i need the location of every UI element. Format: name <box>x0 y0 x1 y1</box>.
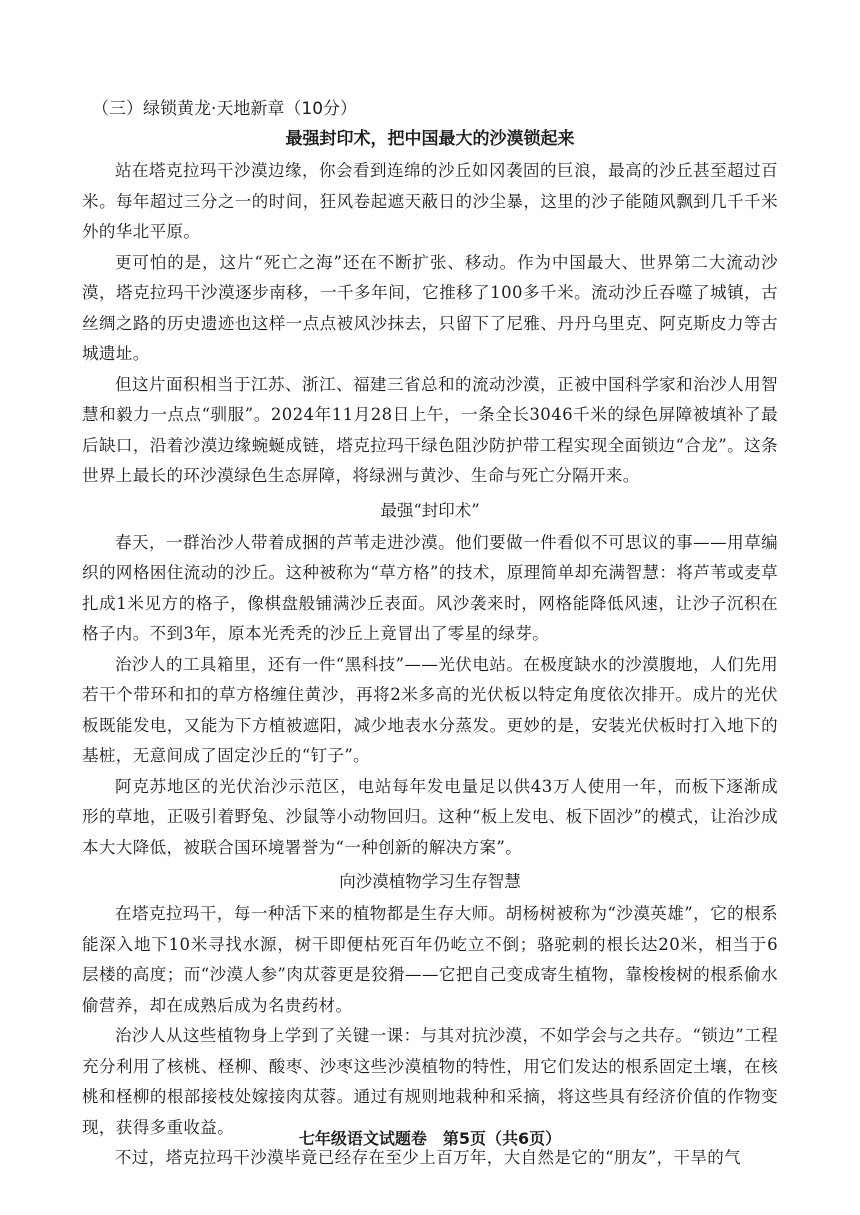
intro-paragraph-3: 但这片面积相当于江苏、浙江、福建三省总和的流动沙漠，正被中国科学家和治沙人用智慧和毅力一点点“驯服”。2024年11月28日上午，一条全长3046千米的绿色屏障被填补了最后缺口，沿着沙漠边缘蜿蜒成链，塔克拉玛干绿色阻沙防护带工程实现全面锁边“合龙”。这条世界上最长的环沙漠绿色生态屏障，将绿洲与黄沙、生命与死亡分隔开来。 <box>82 374 778 485</box>
section1-paragraph-3: 阿克苏地区的光伏治沙示范区，电站每年发电量足以供43万人使用一年，而板下逐渐成形的草地，正吸引着野兔、沙鼠等小动物回归。这种“板上发电、板下固沙”的模式，让治沙成本大大降低，被联合国环境署誉为“一种创新的解决方案”。 <box>82 776 778 857</box>
section2-paragraph-2: 治沙人从这些植物身上学到了关键一课：与其对抗沙漠，不如学会与之共存。“锁边”工程充分利用了核桃、柽柳、酸枣、沙枣这些沙漠植物的特性，用它们发达的根系固定土壤，在核桃和柽柳的根部接枝处嫁接肉苁蓉。通过有规则地栽种和采摘，将这些具有经济价值的作物变现，获得多重收益。 <box>82 1026 778 1137</box>
section2-paragraph-3: 不过，塔克拉玛干沙漠毕竟已经存在至少上百万年，大自然是它的“朋友”，干旱的气 <box>115 1148 742 1167</box>
section1-paragraph-2: 治沙人的工具箱里，还有一件“黑科技”——光伏电站。在极度缺水的沙漠腹地，人们先用若干个带环和扣的草方格缠住黄沙，再将2米多高的光伏板以特定角度依次排开。成片的光伏板既能发电，又能为下方植被遮阳，减少地表水分蒸发。更妙的是，安装光伏板时打入地下的基桩，无意间成了固定沙丘的“钉子”。 <box>82 654 778 765</box>
subheading-plant-wisdom: 向沙漠植物学习生存智慧 <box>339 872 521 891</box>
page-footer: 七年级语文试题卷 第5页（共6页） <box>298 1129 562 1148</box>
section-title: （三）绿锁黄龙·天地新章（10分） <box>92 99 358 119</box>
section2-paragraph-1: 在塔克拉玛干，每一种活下来的植物都是生存大师。胡杨树被称为“沙漠英雄”，它的根系能深入地下10米寻找水源，树干即便枯死百年仍屹立不倒；骆驼刺的根长达20米，相当于6层楼的高度；而“沙漠人参”肉苁蓉更是狡猾——它把自己变成寄生植物，靠梭梭树的根系偷水偷营养，却在成熟后成为名贵药材。 <box>82 904 778 1015</box>
section1-paragraph-1: 春天，一群治沙人带着成捆的芦苇走进沙漠。他们要做一件看似不可思议的事——用草编织的网格困住流动的沙丘。这种被称为“草方格”的技术，原理简单却充满智慧：将芦苇或麦草扎成1米见方的格子，像棋盘般铺满沙丘表面。风沙袭来时，网格能降低风速，让沙子沉积在格子内。不到3年，原本光秃秃的沙丘上竟冒出了零星的绿芽。 <box>82 532 778 643</box>
article-title: 最强封印术，把中国最大的沙漠锁起来 <box>285 129 575 149</box>
intro-paragraph-1: 站在塔克拉玛干沙漠边缘，你会看到连绵的沙丘如冈袭固的巨浪，最高的沙丘甚至超过百米。每年超过三分之一的时间，狂风卷起遮天蔽日的沙尘暴，这里的沙子能随风飘到几千千米外的华北平原。 <box>82 161 778 241</box>
subheading-sealing-technique: 最强“封印术” <box>380 500 480 520</box>
intro-paragraph-2: 更可怕的是，这片“死亡之海”还在不断扩张、移动。作为中国最大、世界第二大流动沙漠，塔克拉玛干沙漠逐步南移，一千多年间，它推移了100多千米。流动沙丘吞噬了城镇，古丝绸之路的历史遗迹也这样一点点被风沙抹去，只留下了尼雅、丹丹乌里克、阿克斯皮力等古城遗址。 <box>82 252 778 363</box>
